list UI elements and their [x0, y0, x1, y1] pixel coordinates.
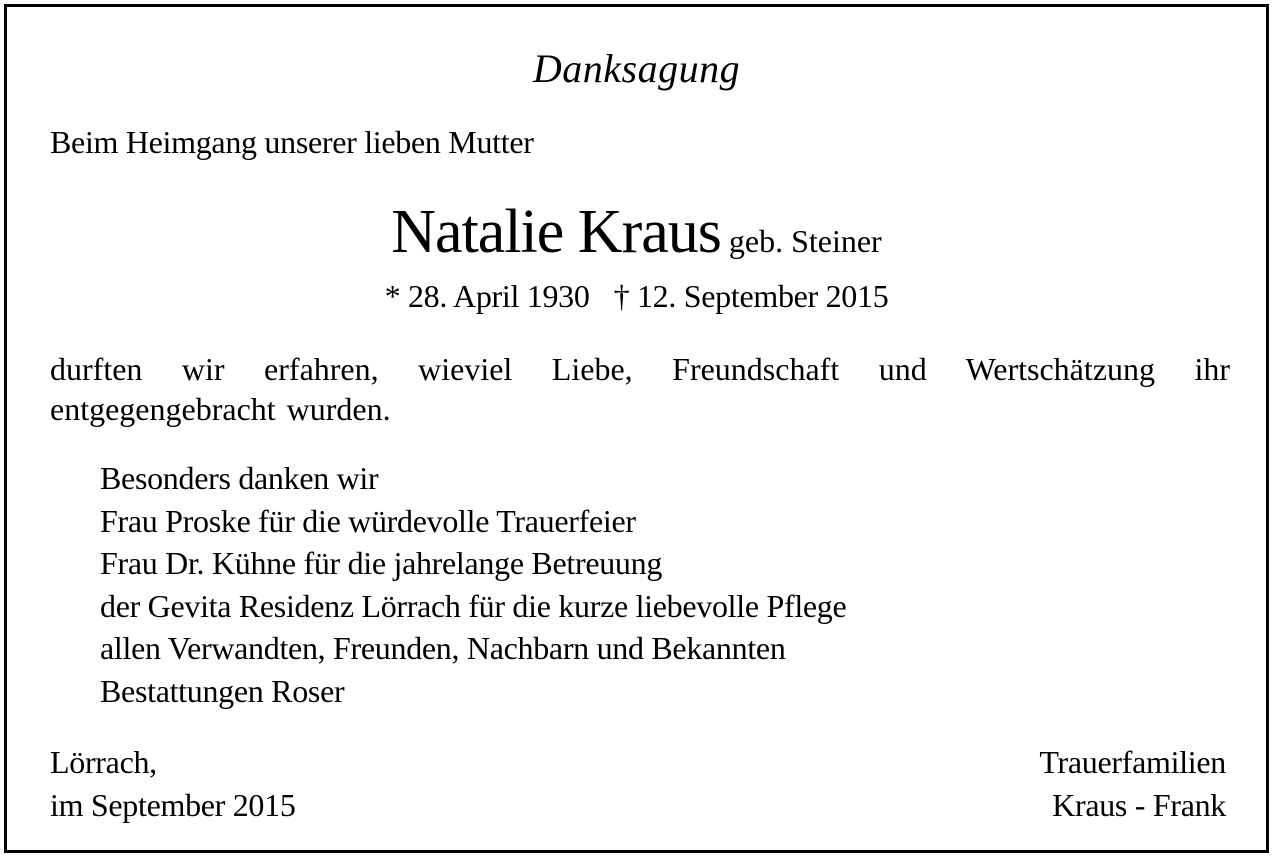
thanks-line: der Gevita Residenz Lörrach für die kurze liebevolle Pflege — [100, 587, 847, 624]
family-names: Kraus - Frank — [1052, 787, 1226, 823]
thanks-line: Besonders danken wir — [100, 460, 379, 496]
family-label: Trauerfamilien — [1039, 744, 1226, 780]
birth-date: * 28. April 1930 — [384, 278, 590, 314]
thanks-line: Frau Proske für die würdevolle Trauerfeier — [100, 502, 636, 539]
obituary-notice — [4, 4, 1269, 853]
thanks-line: Frau Dr. Kühne für die jahrelange Betreuung — [100, 545, 663, 581]
date: im September 2015 — [50, 787, 296, 823]
death-date: † 12. September 2015 — [613, 278, 889, 314]
life-dates — [7, 278, 1266, 315]
notice-heading: Danksagung — [532, 46, 741, 91]
intro-line: Beim Heimgang unserer lieben Mutter — [50, 124, 534, 160]
place: Lörrach, — [50, 744, 157, 780]
thanks-line: allen Verwandten, Freunden, Nachbarn und Bekannten — [100, 630, 786, 666]
thanks-line: Bestattungen Roser — [100, 672, 345, 709]
place-and-date — [50, 741, 296, 827]
deceased-name-line — [7, 197, 1266, 268]
deceased-name: Natalie Kraus — [391, 198, 721, 266]
maiden-name: geb. Steiner — [728, 223, 882, 259]
signature-block — [1039, 741, 1226, 827]
gratitude-paragraph: durften wir erfahren, wieviel Liebe, Freundschaft und Wertschätzung ihr entgegengebracht wurden. — [50, 351, 1230, 427]
thanks-list — [100, 457, 846, 712]
